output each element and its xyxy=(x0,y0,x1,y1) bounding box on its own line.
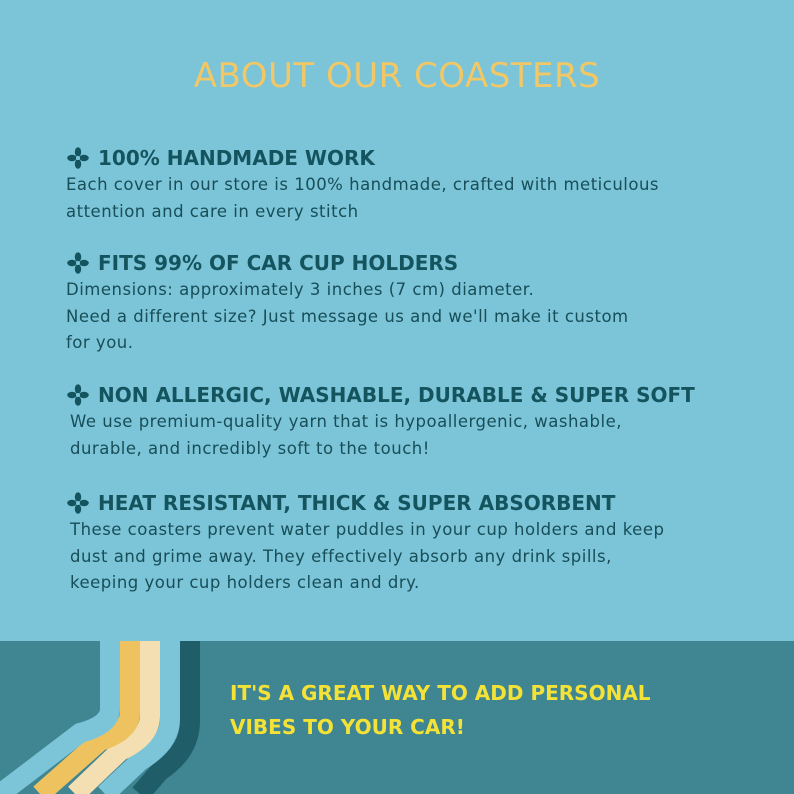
page-title: ABOUT OUR COASTERS xyxy=(193,56,601,96)
flower-icon xyxy=(66,491,90,515)
feature-section-handmade xyxy=(66,144,746,225)
feature-text-line: We use premium-quality yarn that is hypoallergenic, washable, xyxy=(70,412,622,431)
feature-text-line: Each cover in our store is 100% handmade, crafted with meticulous xyxy=(66,175,660,194)
flower-icon xyxy=(66,251,90,275)
feature-heading-text: 100% HANDMADE WORK xyxy=(98,146,375,170)
feature-section-fits xyxy=(66,249,746,357)
feature-text-line: These coasters prevent water puddles in your cup holders and keep xyxy=(70,520,665,539)
feature-heading-text: NON ALLERGIC, WASHABLE, DURABLE & SUPER SOFT xyxy=(98,383,695,407)
feature-text-line: durable, and incredibly soft to the touch! xyxy=(70,438,430,458)
feature-heading-text: HEAT RESISTANT, THICK & SUPER ABSORBENT xyxy=(98,491,616,515)
feature-text-line: for you. xyxy=(66,333,134,352)
feature-text-line: Need a different size? Just message us and we'll make it custom xyxy=(66,306,629,326)
banner-text xyxy=(230,676,651,744)
feature-section-allergic xyxy=(66,381,746,462)
banner-line: IT'S A GREAT WAY TO ADD PERSONAL xyxy=(230,681,651,705)
feature-heading xyxy=(66,144,746,172)
feature-heading xyxy=(66,381,746,409)
flower-icon xyxy=(66,383,90,407)
retro-stripes-decoration xyxy=(0,641,220,794)
feature-heading xyxy=(66,489,746,517)
feature-text-line: attention and care in every stitch xyxy=(66,201,359,221)
feature-text-line: Dimensions: approximately 3 inches (7 cm) diameter. xyxy=(66,280,535,299)
feature-heading xyxy=(66,249,746,277)
feature-heading-text: FITS 99% OF CAR CUP HOLDERS xyxy=(98,251,459,275)
feature-text-line: keeping your cup holders clean and dry. xyxy=(70,573,420,592)
feature-text-line: dust and grime away. They effectively absorb any drink spills, xyxy=(70,546,612,566)
banner-line: VIBES TO YOUR CAR! xyxy=(230,715,465,739)
feature-section-heat xyxy=(66,489,746,597)
flower-icon xyxy=(66,146,90,170)
